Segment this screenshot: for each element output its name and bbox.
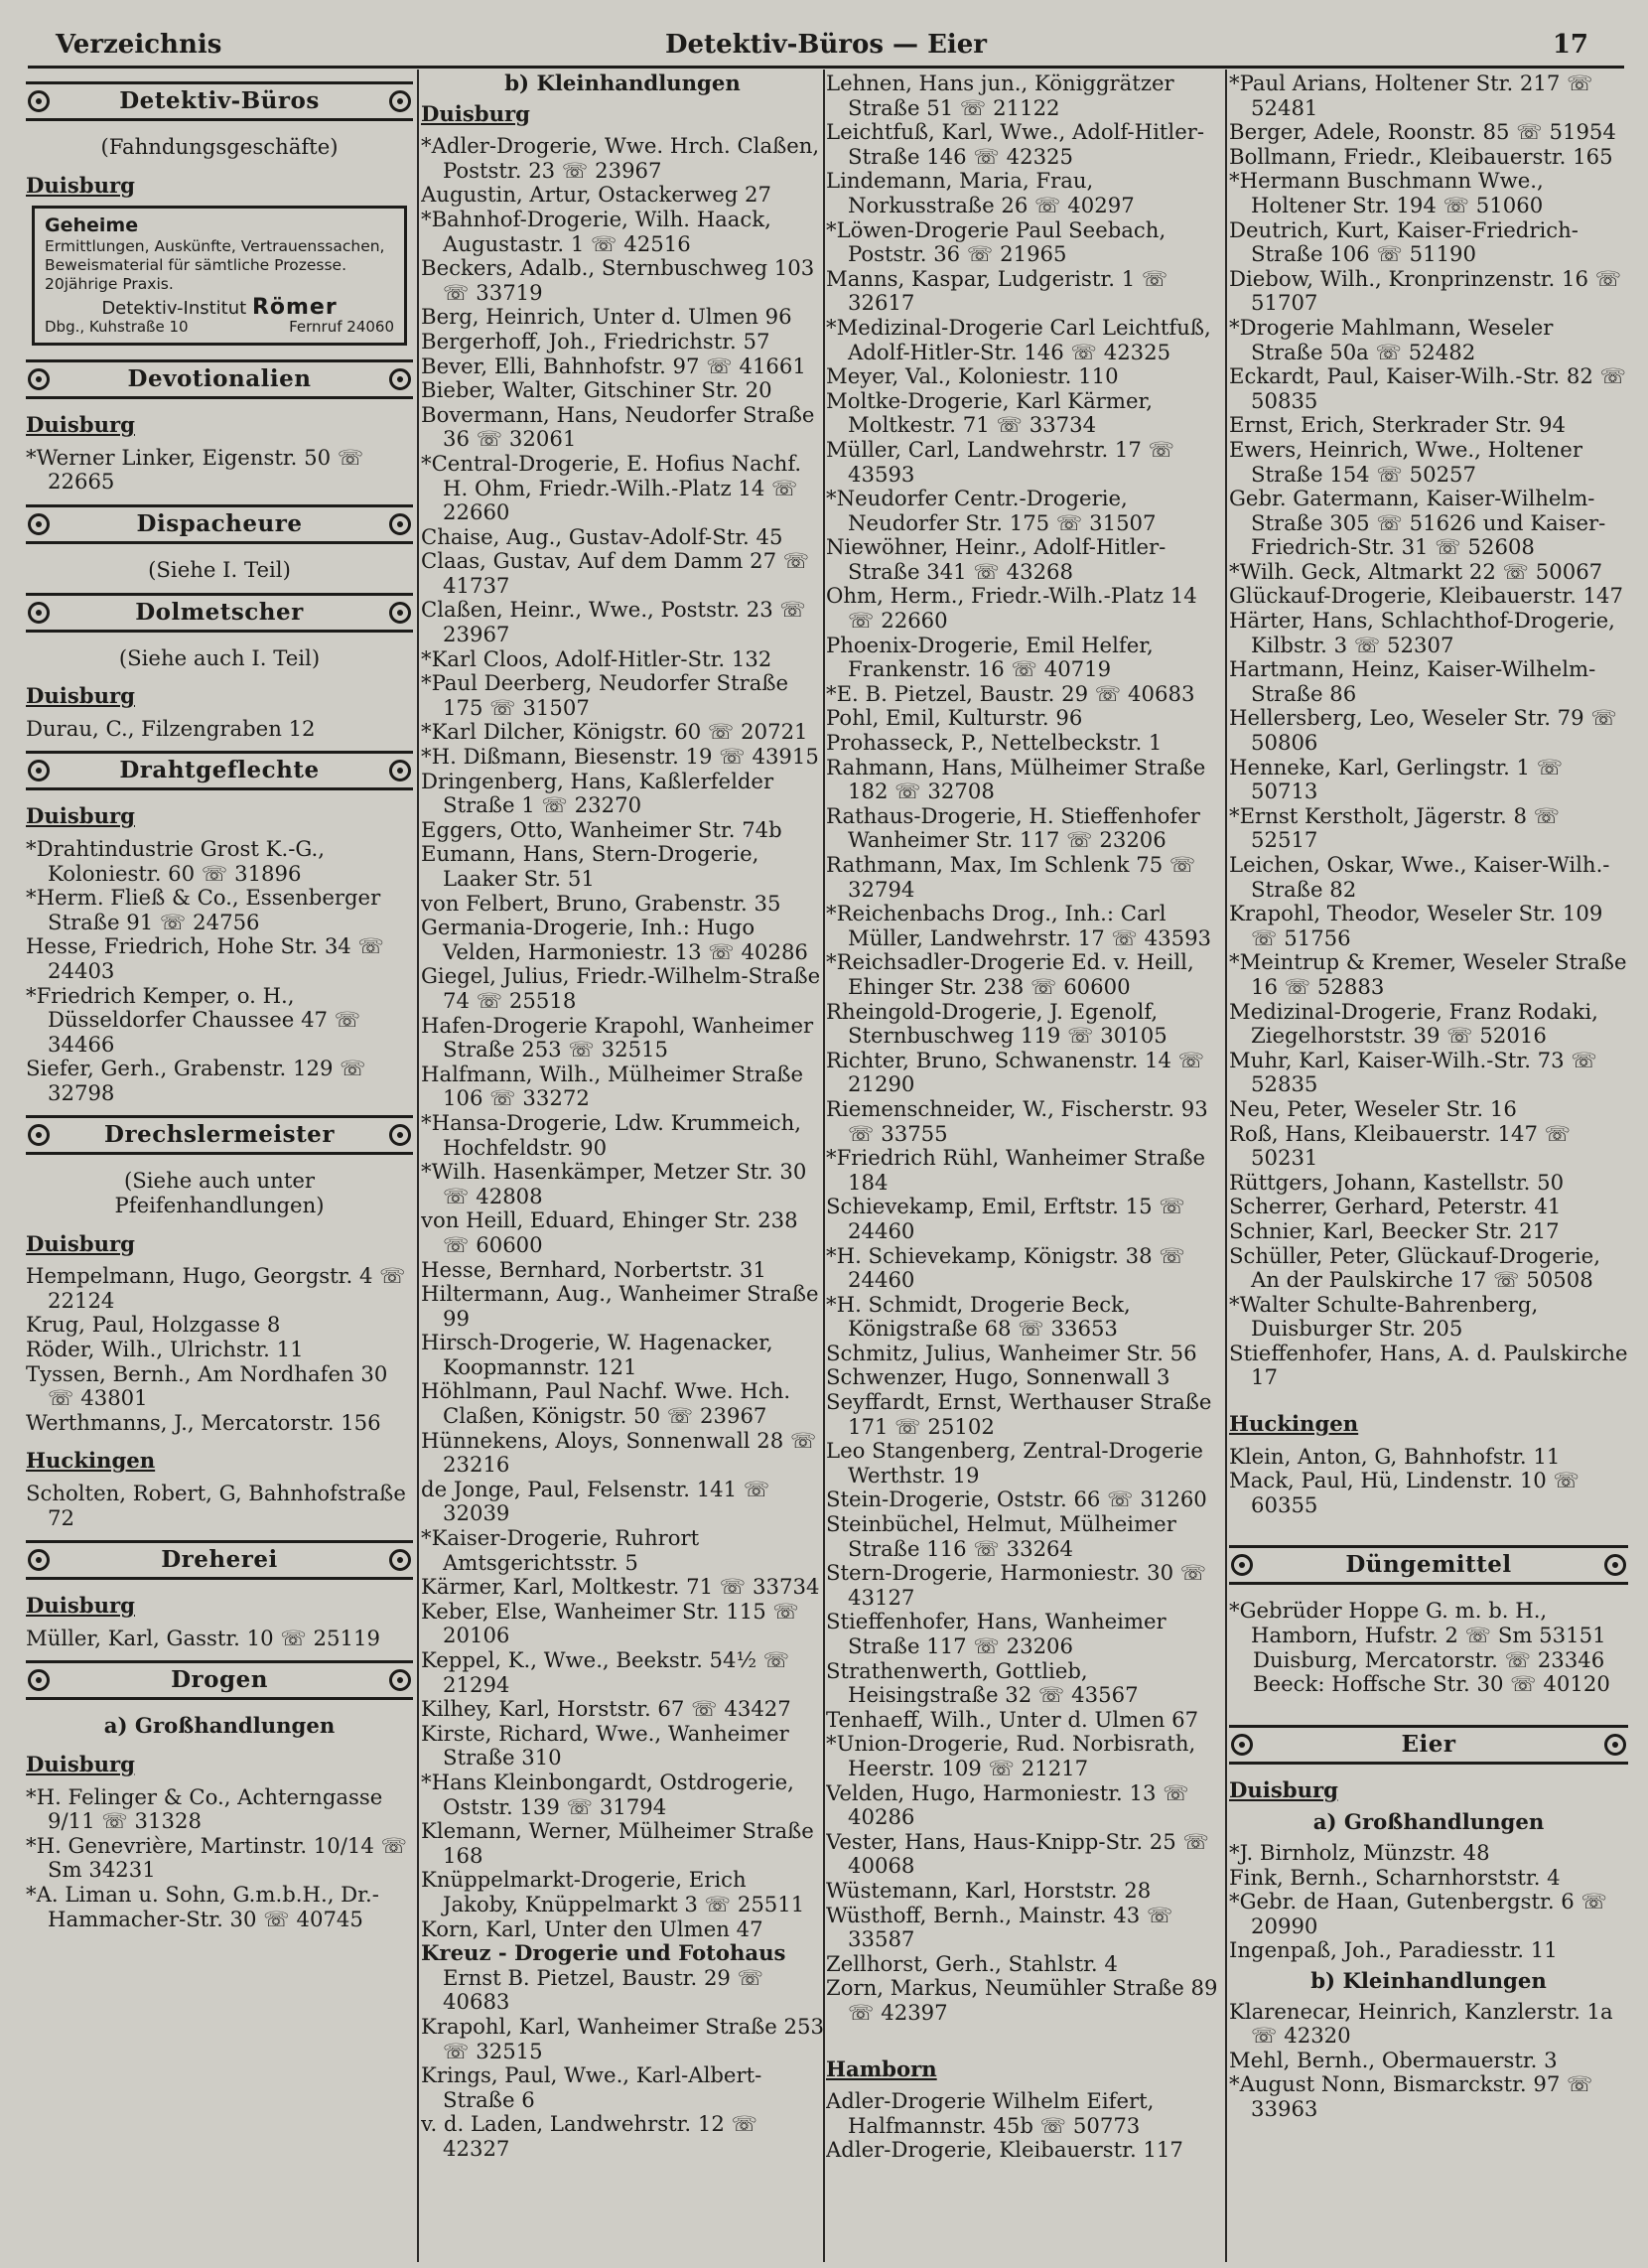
list-item: Lindemann, Maria, Frau, Norkusstraße 26 ☏ 40297 (826, 168, 1135, 217)
city-heading: Duisburg (421, 100, 530, 126)
list-item: Medizinal-Drogerie, Franz Rodaki, Ziegelhorststr. 39 ☏ 52016 (1229, 998, 1598, 1049)
list-item: Klarenecar, Heinrich, Kanzlerstr. 1a ☏ 42320 (1229, 1998, 1613, 2049)
ad-address: Dbg., Kuhstraße 10 (45, 318, 189, 337)
list-item: Adler-Drogerie, Kleibauerstr. 117 (826, 2137, 1183, 2163)
bullet-circle-icon (389, 1549, 411, 1571)
list-item: Klein, Anton, G, Bahnhofstr. 11 (1229, 1443, 1561, 1469)
list-item: Berger, Adele, Roonstr. 85 ☏ 51954 (1229, 119, 1616, 145)
list-item: Claßen, Heinr., Wwe., Poststr. 23 ☏ 23967 (421, 597, 806, 647)
list-item: Klemann, Werner, Mülheimer Straße 168 (421, 1818, 814, 1868)
list-item: Leichen, Oskar, Wwe., Kaiser-Wilh.-Straße 82 (1229, 852, 1610, 902)
list-item: *Ernst Kerstholt, Jägerstr. 8 ☏ 52517 (1229, 802, 1561, 853)
column-2 (421, 71, 824, 2260)
list-item: Krapohl, Theodor, Weseler Str. 109 ☏ 51756 (1229, 901, 1603, 950)
list-item: Diebow, Wilh., Kronprinzenstr. 16 ☏ 51707 (1229, 265, 1622, 316)
list-item: *Paul Arians, Holtener Str. 217 ☏ 52481 (1229, 71, 1593, 120)
list-item: *Meintrup & Kremer, Weseler Straße 16 ☏ 52883 (1229, 949, 1627, 999)
list-item: Meyer, Val., Koloniestr. 110 (826, 363, 1119, 389)
list-item: *H. Felinger & Co., Achterngasse 9/11 ☏ 31328 (26, 1783, 383, 1834)
bullet-circle-icon (389, 1669, 411, 1691)
list-item: Werthmanns, J., Mercatorstr. 156 (26, 1409, 381, 1435)
advertisement-box (32, 206, 407, 346)
list-item: *Reichsadler-Drogerie Ed. v. Heill, Ehinger Str. 238 ☏ 60600 (826, 949, 1194, 999)
section-note: (Siehe auch I. Teil) (118, 644, 321, 670)
bullet-circle-icon (28, 513, 50, 535)
city-heading: Duisburg (26, 412, 135, 438)
list-item: *E. B. Pietzel, Baustr. 29 ☏ 40683 (826, 680, 1195, 706)
ad-phone: Fernruf 24060 (289, 318, 394, 337)
list-item: *Paul Deerberg, Neudorfer Straße 175 ☏ 31507 (421, 670, 789, 720)
header-left: Verzeichnis (56, 30, 222, 60)
header-title: Detektiv-Büros — Eier (664, 30, 988, 60)
bullet-circle-icon (1231, 1734, 1253, 1756)
list-item: *H. Schievekamp, Königstr. 38 ☏ 24460 (826, 1242, 1185, 1293)
list-item: *Wilh. Geck, Altmarkt 22 ☏ 50067 (1229, 558, 1603, 584)
list-item: Hempelmann, Hugo, Georgstr. 4 ☏ 22124 (26, 1263, 406, 1313)
list-item: Krings, Paul, Wwe., Karl-Albert-Straße 6 (421, 2062, 762, 2112)
list-item: Riemenschneider, W., Fischerstr. 93 ☏ 33755 (826, 1095, 1208, 1146)
column-rule (1225, 70, 1227, 2262)
list-item: Henneke, Karl, Gerlingstr. 1 ☏ 50713 (1229, 754, 1564, 804)
list-item: Ernst, Erich, Sterkrader Str. 94 (1229, 412, 1566, 438)
list-item: *Herm. Fließ & Co., Essenberger Straße 91 ☏ 24756 (26, 885, 381, 934)
bullet-circle-icon (1231, 1554, 1253, 1576)
list-item: Müller, Karl, Gasstr. 10 ☏ 25119 (26, 1625, 380, 1650)
list-item: *Löwen-Drogerie Paul Seebach, Poststr. 36 ☏ 21965 (826, 216, 1167, 267)
city-heading: Duisburg (26, 1230, 135, 1256)
bullet-circle-icon (1604, 1734, 1626, 1756)
list-item: *Friedrich Rühl, Wanheimer Straße 184 (826, 1145, 1206, 1195)
bullet-circle-icon (28, 1669, 50, 1691)
list-item: Kärmer, Karl, Moltkestr. 71 ☏ 33734 (421, 1574, 820, 1600)
city-heading: Duisburg (26, 172, 135, 198)
list-item: Neu, Peter, Weseler Str. 16 (1229, 1095, 1517, 1121)
list-item: Chaise, Aug., Gustav-Adolf-Str. 45 (421, 523, 783, 549)
bullet-circle-icon (389, 602, 411, 624)
list-item: *Gebrüder Hoppe G. m. b. H., Hamborn, Hufstr. 2 ☏ Sm 53151 (1229, 1598, 1606, 1648)
list-item: Rahmann, Hans, Mülheimer Straße 182 ☏ 32708 (826, 754, 1206, 804)
list-item: Kirste, Richard, Wwe., Wanheimer Straße 310 (421, 1720, 789, 1771)
list-item: Tyssen, Bernh., Am Nordhafen 30 ☏ 43801 (26, 1360, 388, 1411)
list-item: *Neudorfer Centr.-Drogerie, Neudorfer Str. 175 ☏ 31507 (826, 486, 1157, 535)
column-4 (1229, 71, 1628, 2260)
ad-institute: Detektiv-Institut Römer (101, 295, 338, 321)
section-heading: Eier (1229, 1725, 1628, 1765)
bullet-circle-icon (28, 1124, 50, 1146)
city-heading: Hamborn (826, 2055, 937, 2081)
list-item: Bergerhoff, Joh., Friedrichstr. 57 (421, 328, 770, 354)
city-heading: Duisburg (26, 1751, 135, 1776)
list-item: Manns, Kaspar, Ludgeristr. 1 ☏ 32617 (826, 265, 1168, 316)
list-item: *Walter Schulte-Bahrenberg, Duisburger Str. 205 (1229, 1291, 1539, 1342)
subsection-heading: b) Kleinhandlungen (1310, 1967, 1547, 1993)
section-heading: Drahtgeflechte (26, 751, 413, 790)
ad-title: Geheime (45, 214, 139, 237)
list-item: *August Nonn, Bismarckstr. 97 ☏ 33963 (1229, 2071, 1593, 2121)
section-heading: Devotionalien (26, 359, 413, 399)
ad-text: Ermittlungen, Auskünfte, Vertrauenssachen, Beweismaterial für sämtliche Prozesse. 20jährige Praxis. (45, 237, 385, 294)
city-heading: Duisburg (1229, 1776, 1338, 1802)
section-heading: Dreherei (26, 1540, 413, 1580)
list-item: *Kaiser-Drogerie, Ruhrort Amtsgerichtsstr. 5 (421, 1525, 700, 1575)
list-item: Ernst B. Pietzel, Baustr. 29 ☏ 40683 (443, 1964, 764, 2015)
section-note: (Siehe I. Teil) (148, 556, 291, 582)
list-item: Fink, Bernh., Scharnhorststr. 4 (1229, 1864, 1561, 1890)
section-heading: Detektiv-Büros (26, 81, 413, 121)
list-item: Moltke-Drogerie, Karl Kärmer, Moltkestr. 71 ☏ 33734 (826, 387, 1154, 438)
list-item: Stern-Drogerie, Harmoniestr. 30 ☏ 43127 (826, 1560, 1207, 1610)
list-item: Knüppelmarkt-Drogerie, Erich Jakoby, Knüppelmarkt 3 ☏ 25511 (421, 1867, 805, 1916)
list-item: Phoenix-Drogerie, Emil Helfer, Frankenstr. 16 ☏ 40719 (826, 632, 1154, 682)
bullet-circle-icon (1604, 1554, 1626, 1576)
list-item: Schmitz, Julius, Wanheimer Str. 56 (826, 1340, 1197, 1365)
list-item: *Hermann Buschmann Wwe., Holtener Str. 194 ☏ 51060 (1229, 168, 1544, 217)
list-item: Leichtfuß, Karl, Wwe., Adolf-Hitler-Straße 146 ☏ 42325 (826, 119, 1205, 169)
list-item: Bovermann, Hans, Neudorfer Straße 36 ☏ 32061 (421, 401, 815, 452)
list-item: Rheingold-Drogerie, J. Egenolf, Sternbuschweg 119 ☏ 30105 (826, 998, 1167, 1049)
list-item: Hesse, Bernhard, Norbertstr. 31 (421, 1256, 766, 1282)
list-item: Giegel, Julius, Friedr.-Wilhelm-Straße 74 ☏ 25518 (421, 963, 821, 1013)
list-item: *Karl Dilcher, Königstr. 60 ☏ 20721 (421, 719, 808, 745)
list-item: Bever, Elli, Bahnhofstr. 97 ☏ 41661 (421, 353, 806, 378)
section-note: (Fahndungsgeschäfte) (100, 134, 339, 159)
column-1 (26, 71, 413, 2260)
list-item: Kilhey, Karl, Horststr. 67 ☏ 43427 (421, 1696, 791, 1722)
list-item: *Drahtindustrie Grost K.-G., Koloniestr. 60 ☏ 31896 (26, 835, 325, 886)
list-item: *Wilh. Hasenkämper, Metzer Str. 30 ☏ 42808 (421, 1159, 807, 1208)
list-item: Stieffenhofer, Hans, A. d. Paulskirche 17 (1229, 1340, 1628, 1390)
list-item: von Felbert, Bruno, Grabenstr. 35 (421, 890, 781, 916)
list-item: Ewers, Heinrich, Wwe., Holtener Straße 154 ☏ 50257 (1229, 436, 1582, 487)
list-item: Berg, Heinrich, Unter d. Ulmen 96 (421, 304, 792, 330)
list-item: *Werner Linker, Eigenstr. 50 ☏ 22665 (26, 444, 364, 495)
list-item: Mack, Paul, Hü, Lindenstr. 10 ☏ 60355 (1229, 1468, 1580, 1517)
list-item: Gebr. Gatermann, Kaiser-Wilhelm-Straße 305 ☏ 51626 und Kaiser-Friedrich-Str. 31 ☏ 52608 (1229, 486, 1606, 560)
list-item: *Friedrich Kemper, o. H., Düsseldorfer Chaussee 47 ☏ 34466 (26, 982, 361, 1057)
list-item: Zorn, Markus, Neumühler Straße 89 ☏ 42397 (826, 1975, 1218, 2025)
ad-institute-name: Römer (251, 295, 338, 321)
list-item: Vester, Hans, Haus-Knipp-Str. 25 ☏ 40068 (826, 1828, 1209, 1879)
list-item: *Hansa-Drogerie, Ldw. Krummeich, Hochfeldstr. 90 (421, 1109, 801, 1160)
list-item: Hartmann, Heinz, Kaiser-Wilhelm-Straße 86 (1229, 656, 1596, 706)
list-item: *Adler-Drogerie, Wwe. Hrch. Claßen, Poststr. 23 ☏ 23967 (421, 133, 820, 183)
list-item: Ingenpaß, Joh., Paradiesstr. 11 (1229, 1937, 1558, 1963)
list-item: Tenhaeff, Wilh., Unter d. Ulmen 67 (826, 1706, 1199, 1732)
list-item: Dringenberg, Hans, Kaßlerfelder Straße 1 ☏ 23270 (421, 768, 774, 818)
list-item: Claas, Gustav, Auf dem Damm 27 ☏ 41737 (421, 548, 810, 598)
list-item: Eggers, Otto, Wanheimer Str. 74b (421, 816, 782, 842)
list-item: Bieber, Walter, Gitschiner Str. 20 (421, 377, 772, 403)
city-heading: Huckingen (1229, 1411, 1359, 1437)
list-item: Wüstemann, Karl, Horststr. 28 (826, 1877, 1152, 1903)
list-item: Leo Stangenberg, Zentral-Drogerie Werthstr. 19 (826, 1438, 1203, 1488)
section-note: (Siehe auch unter Pfeifenhandlungen) (114, 1168, 325, 1218)
list-item: Wüsthoff, Bernh., Mainstr. 43 ☏ 33587 (826, 1902, 1173, 1952)
list-item: Ohm, Herm., Friedr.-Wilh.-Platz 14 ☏ 22660 (826, 583, 1197, 634)
subsection-heading: a) Großhandlungen (103, 1713, 336, 1739)
bullet-circle-icon (28, 90, 50, 112)
list-item: Augustin, Artur, Ostackerweg 27 (421, 182, 771, 208)
list-item: Rathmann, Max, Im Schlenk 75 ☏ 32794 (826, 852, 1196, 902)
page-number: 17 (1552, 30, 1588, 60)
list-item: *H. Dißmann, Biesenstr. 19 ☏ 43915 (421, 744, 819, 770)
list-item: Strathenwerth, Gottlieb, Heisingstraße 32 ☏ 43567 (826, 1657, 1139, 1708)
list-item: Hellersberg, Leo, Weseler Str. 79 ☏ 50806 (1229, 705, 1617, 756)
list-item: Krug, Paul, Holzgasse 8 (26, 1312, 281, 1338)
list-item: *A. Liman u. Sohn, G.m.b.H., Dr.-Hammacher-Str. 30 ☏ 40745 (26, 1881, 379, 1931)
list-item: Rathaus-Drogerie, H. Stieffenhofer Wanheimer Str. 117 ☏ 23206 (826, 802, 1200, 853)
list-item: Krapohl, Karl, Wanheimer Straße 253 ☏ 32515 (421, 2013, 824, 2063)
list-item: Korn, Karl, Unter den Ulmen 47 (421, 1915, 763, 1941)
bullet-circle-icon (28, 1549, 50, 1571)
list-item: Hünnekens, Aloys, Sonnenwall 28 ☏ 23216 (421, 1427, 817, 1478)
list-item: de Jonge, Paul, Felsenstr. 141 ☏ 32039 (421, 1476, 770, 1526)
list-item: Germania-Drogerie, Inh.: Hugo Velden, Harmoniestr. 13 ☏ 40286 (421, 915, 808, 964)
list-item: Hesse, Friedrich, Hohe Str. 34 ☏ 24403 (26, 933, 385, 983)
list-item: von Heill, Eduard, Ehinger Str. 238 ☏ 60600 (421, 1207, 798, 1257)
city-heading: Huckingen (26, 1448, 156, 1474)
ad-footer (45, 318, 394, 337)
list-item: Siefer, Gerh., Grabenstr. 129 ☏ 32798 (26, 1056, 366, 1105)
city-heading: Duisburg (26, 1593, 135, 1619)
list-item: Keber, Else, Wanheimer Str. 115 ☏ 20106 (421, 1598, 799, 1648)
list-item: Beckers, Adalb., Sternbuschweg 103 ☏ 33719 (421, 255, 815, 305)
list-item: Schievekamp, Emil, Erftstr. 15 ☏ 24460 (826, 1194, 1185, 1243)
list-item: Müller, Carl, Landwehrstr. 17 ☏ 43593 (826, 436, 1175, 487)
list-item: Prohasseck, P., Nettelbeckstr. 1 (826, 730, 1163, 756)
section-heading: Drechslermeister (26, 1115, 413, 1155)
bullet-circle-icon (389, 1124, 411, 1146)
list-item: Niewöhner, Heinr., Adolf-Hitler-Straße 341 ☏ 43268 (826, 534, 1167, 584)
list-item: Rüttgers, Johann, Kastellstr. 50 (1229, 1169, 1565, 1195)
list-item: *Bahnhof-Drogerie, Wilh. Haack, Augustastr. 1 ☏ 42516 (421, 206, 771, 256)
column-3 (826, 71, 1223, 2260)
list-item: *Drogerie Mahlmann, Weseler Straße 50a ☏ 52482 (1229, 314, 1554, 364)
list-item: *Union-Drogerie, Rud. Norbisrath, Heerstr. 109 ☏ 21217 (826, 1731, 1196, 1780)
column-rule (417, 70, 419, 2262)
list-item: Stieffenhofer, Hans, Wanheimer Straße 117 ☏ 23206 (826, 1609, 1167, 1658)
bullet-circle-icon (28, 368, 50, 390)
list-item: Eumann, Hans, Stern-Drogerie, Laaker Str. 51 (421, 841, 759, 891)
list-item: Adler-Drogerie Wilhelm Eifert, Halfmannstr. 45b ☏ 50773 (826, 2088, 1155, 2138)
list-item: Deutrich, Kurt, Kaiser-Friedrich-Straße 106 ☏ 51190 (1229, 216, 1579, 267)
list-item: *H. Genevrière, Martinstr. 10/14 ☏ Sm 34231 (26, 1832, 408, 1883)
section-heading: Dispacheure (26, 504, 413, 544)
list-item: Lehnen, Hans jun., Königgrätzer Straße 51 ☏ 21122 (826, 71, 1174, 120)
list-item: *Reichenbachs Drog., Inh.: Carl Müller, Landwehrstr. 17 ☏ 43593 (826, 901, 1212, 950)
bullet-circle-icon (389, 513, 411, 535)
section-heading: Düngemittel (1229, 1545, 1628, 1585)
list-item: Richter, Bruno, Schwanenstr. 14 ☏ 21290 (826, 1047, 1205, 1097)
list-item: *H. Schmidt, Drogerie Beck, Königstraße 68 ☏ 33653 (826, 1291, 1131, 1342)
list-item: Halfmann, Wilh., Mülheimer Straße 106 ☏ 33272 (421, 1061, 804, 1111)
list-item: Durau, C., Filzengraben 12 (26, 715, 316, 741)
list-item: *Medizinal-Drogerie Carl Leichtfuß, Adolf-Hitler-Str. 146 ☏ 42325 (826, 314, 1211, 364)
list-item: Steinbüchel, Helmut, Mülheimer Straße 116 ☏ 33264 (826, 1511, 1176, 1561)
list-item: *Central-Drogerie, E. Hofius Nachf. H. Ohm, Friedr.-Wilh.-Platz 14 ☏ 22660 (421, 450, 802, 525)
list-item: Scholten, Robert, G, Bahnhofstraße 72 (26, 1481, 406, 1530)
list-item: Velden, Hugo, Harmoniestr. 13 ☏ 40286 (826, 1779, 1189, 1830)
city-heading: Duisburg (26, 803, 135, 829)
list-item: Roß, Hans, Kleibauerstr. 147 ☏ 50231 (1229, 1120, 1572, 1171)
list-item: Hiltermann, Aug., Wanheimer Straße 99 (421, 1281, 819, 1331)
list-item: Pohl, Emil, Kulturstr. 96 (826, 705, 1083, 731)
list-item: Glückauf-Drogerie, Kleibauerstr. 147 (1229, 583, 1623, 609)
list-item: Duisburg, Mercatorstr. ☏ 23346 (1253, 1646, 1605, 1672)
list-item: Zellhorst, Gerh., Stahlstr. 4 (826, 1950, 1118, 1976)
list-item: Härter, Hans, Schlachthof-Drogerie, Kilbstr. 3 ☏ 52307 (1229, 608, 1615, 657)
list-item: Beeck: Hoffsche Str. 30 ☏ 40120 (1253, 1671, 1610, 1697)
list-item: v. d. Laden, Landwehrstr. 12 ☏ 42327 (421, 2111, 758, 2161)
list-item: Höhlmann, Paul Nachf. Wwe. Hch. Claßen, Königstr. 50 ☏ 23967 (421, 1378, 791, 1429)
bullet-circle-icon (389, 368, 411, 390)
list-item: Schwenzer, Hugo, Sonnenwall 3 (826, 1364, 1170, 1390)
bullet-circle-icon (389, 90, 411, 112)
list-item: *J. Birnholz, Münzstr. 48 (1229, 1840, 1490, 1865)
list-item: Scherrer, Gerhard, Peterstr. 41 (1229, 1194, 1562, 1219)
list-item: Eckardt, Paul, Kaiser-Wilh.-Str. 82 ☏ 50835 (1229, 363, 1627, 413)
bullet-circle-icon (28, 602, 50, 624)
list-item: Schnier, Karl, Beecker Str. 217 (1229, 1217, 1560, 1243)
list-item: Keppel, K., Wwe., Beekstr. 54½ ☏ 21294 (421, 1647, 790, 1697)
section-heading: Drogen (26, 1660, 413, 1700)
list-item: Schüller, Peter, Glückauf-Drogerie, An der Paulskirche 17 ☏ 50508 (1229, 1242, 1600, 1293)
list-item: Seyffardt, Ernst, Werthauser Straße 171 ☏ 25102 (826, 1389, 1212, 1439)
list-item: Hirsch-Drogerie, W. Hagenacker, Koopmannstr. 121 (421, 1330, 773, 1379)
list-item: Stein-Drogerie, Oststr. 66 ☏ 31260 (826, 1487, 1207, 1512)
list-item: *Karl Cloos, Adolf-Hitler-Str. 132 (421, 645, 772, 671)
list-item: Röder, Wilh., Ulrichstr. 11 (26, 1337, 304, 1362)
list-item: Mehl, Bernh., Obermauerstr. 3 (1229, 2047, 1558, 2072)
subsection-heading: a) Großhandlungen (1312, 1809, 1545, 1835)
list-item: *Hans Kleinbongardt, Ostdrogerie, Oststr. 139 ☏ 31794 (421, 1769, 794, 1819)
list-item-bold: Kreuz - Drogerie und Fotohaus (421, 1940, 786, 1966)
list-item: Bollmann, Friedr., Kleibauerstr. 165 (1229, 143, 1613, 169)
page-header (28, 26, 1624, 69)
list-item: *Gebr. de Haan, Gutenbergstr. 6 ☏ 20990 (1229, 1889, 1608, 1938)
list-item: Muhr, Karl, Kaiser-Wilh.-Str. 73 ☏ 52835 (1229, 1047, 1597, 1097)
list-item: Hafen-Drogerie Krapohl, Wanheimer Straße 253 ☏ 32515 (421, 1012, 814, 1063)
bullet-circle-icon (389, 760, 411, 781)
section-heading: Dolmetscher (26, 593, 413, 633)
subsection-heading: b) Kleinhandlungen (504, 71, 741, 95)
bullet-circle-icon (28, 760, 50, 781)
city-heading: Duisburg (26, 683, 135, 709)
